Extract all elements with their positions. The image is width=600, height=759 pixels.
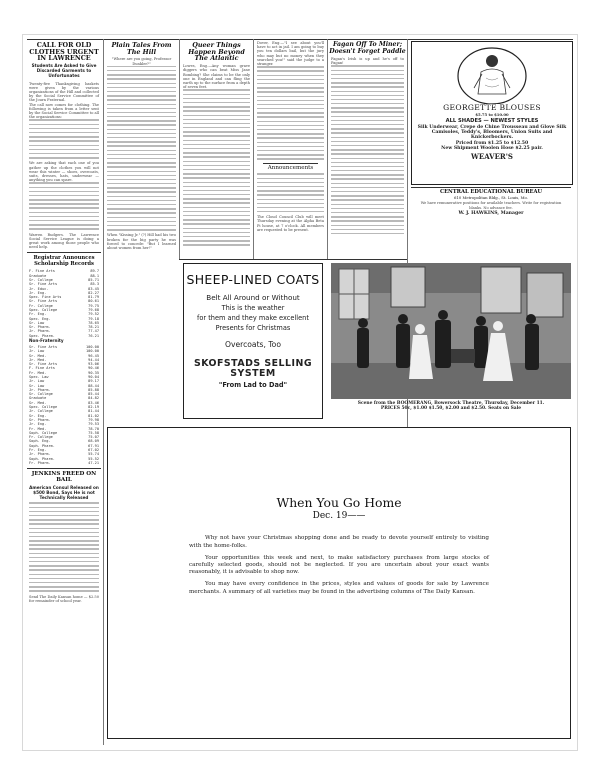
clothes-body-lines (29, 119, 99, 158)
non-fraternity-label: Non-Fraternity (29, 338, 64, 344)
jenkins-headline: JENKINS FREED ON BAIL (31, 471, 97, 484)
georgette-line3: New Shipment Woolen Hose $2.25 pair. (441, 145, 543, 151)
row-value: 89.17 (88, 379, 99, 384)
row-value: 89.7 (90, 269, 99, 274)
coats-line2: This is the weather (221, 304, 285, 312)
row-value: 78.21 (88, 325, 99, 330)
fagan-body: Fagan's Irish is up and he's off to Pagan! (331, 57, 404, 66)
row-value: 93.06 (88, 362, 99, 367)
plain-tales-ending: When "Kissing Jr." (?) Hill had his two broken for the big party he was forced to concede: "But I learned about women from her!" (107, 233, 177, 250)
queer-things-headline: Queer Things Happen Beyond The Atlantic (188, 41, 245, 63)
row-value: 47.21 (88, 460, 99, 465)
column-4 (255, 41, 326, 257)
divider (27, 252, 101, 253)
clothes-body-lines-2 (29, 182, 99, 229)
row-label: Fr. Eng. (29, 312, 47, 317)
skofstads-brand: SKOFSTADS SELLING SYSTEM (193, 358, 313, 379)
photo-caption-block (331, 401, 571, 411)
newspaper-page (22, 34, 578, 751)
home-date: Dec. 19—— (312, 511, 366, 522)
row-label: Fr. Med. (29, 370, 47, 375)
row-label: Spec. Eng. (29, 316, 51, 321)
row-label: Jr. Pharm. (29, 452, 51, 457)
coats-line3: for them and they make excellent (197, 314, 309, 322)
row-label: Sr. Fine Arts (29, 282, 58, 287)
coats-line5: Overcoats, Too (225, 340, 281, 349)
registrar-headline: Registrar Announces Scholarship Records (33, 255, 95, 267)
row-value: 75.58 (88, 430, 99, 435)
clothes-body-mid: We are asking that each one of you gather up the clothes you will not wear this winter — shoes, overcoats, suits, dresses, hats, underwear — anything you can spare. (29, 161, 99, 183)
row-value: 55.74 (88, 452, 99, 457)
stage-scene-illustration (331, 263, 571, 399)
row-label: Sr. Law (29, 383, 45, 388)
row-value: 79.53 (88, 422, 99, 427)
column-rule (179, 39, 180, 259)
bureau-body: We have remunerative positions for available teachers. Write for registration blanks. No advance fee. (420, 201, 562, 210)
georgette-ad (411, 41, 573, 185)
plain-tales-headline: Plain Tales From The Hill (111, 41, 172, 56)
row-value: 88.1 (90, 273, 99, 278)
row-value: 85.3 (90, 282, 99, 287)
row-label: F. Fine Arts (29, 269, 55, 274)
row-value: 79.52 (88, 312, 99, 317)
row-label: Fr. College (29, 303, 53, 308)
column-5 (329, 41, 406, 257)
row-value: 78.70 (88, 426, 99, 431)
row-label: Sr. Fine Arts (29, 362, 58, 367)
row-label: Spec. College (29, 405, 58, 410)
row-label: Jr. Eng. (29, 422, 47, 427)
jenkins-body-lines (29, 502, 99, 591)
home-p1: Why not have your Christmas shopping done and be ready to devote yourself entirely to visiting with the home-folks. (189, 535, 489, 549)
row-label: Jr. Law (29, 379, 45, 384)
row-value: 82.27 (88, 290, 99, 295)
clothes-body-start: Twenty-five Thanksgiving baskets were given by the various organizations of the Hill and collected by the Social Service Committee of the Journ Fraternal. (29, 81, 99, 103)
divider (411, 187, 571, 188)
boomerang-stage-photo (331, 263, 571, 399)
row-label: Sr. Fine Arts (29, 299, 58, 304)
row-label: Sr. Med. (29, 400, 47, 405)
bureau-ad (411, 187, 571, 249)
row-value: 67.02 (88, 448, 99, 453)
clothes-quote: The call now comes for clothing. The following is taken from a letter sent by the Social Service Committee to all the organizations: (29, 102, 99, 120)
row-label: Spec. Law (29, 374, 49, 379)
home-headline: When You Go Home (276, 495, 402, 510)
georgette-store: WEAVER'S (471, 151, 513, 161)
row-value: 81.79 (88, 295, 99, 300)
row-value: 78.65 (88, 320, 99, 325)
photo-prices: PRICES 50c, $1.00 $1.50, $2.00 and $2.50. Seats on Sale (380, 406, 522, 411)
row-label: Jr. College (29, 409, 53, 414)
row-value: 84.82 (88, 396, 99, 401)
row-value: 67.91 (88, 443, 99, 448)
row-label: Sr. Med. (29, 353, 47, 358)
georgette-price: $5.75 to $10.00 (475, 111, 509, 117)
row-value: 96.45 (88, 353, 99, 358)
fagan-headline: Fagan Off To Miner; Doesn't Forget Paddle (329, 41, 406, 55)
row-value: 79.18 (88, 316, 99, 321)
announcements-lines (257, 173, 324, 212)
queer-things-body: Lowes, Eng.—Any woman grave diggers who can beat Miss Jane Bombing? She claims to be the only one in England and can fling the earth up to the surface from a depth of seven feet. (183, 64, 250, 90)
row-label: Jr. Law (29, 349, 45, 354)
row-value: 85.44 (88, 392, 99, 397)
row-label: Sr. College (29, 277, 53, 282)
sheep-coats-ad (183, 263, 323, 419)
kansan-notice: Send The Daily Kansan home — $2.50 for remainder of school year. (29, 594, 99, 603)
clothes-ending: Warren Rudgers. The Lawrence Social Service League is doing a great work among those people who need help. (29, 232, 99, 250)
row-label: Spec. Fine Arts (29, 295, 62, 300)
scholarship-table-fraternity (27, 269, 101, 338)
row-value: 83.45 (88, 286, 99, 291)
queer-things-lines (183, 89, 250, 245)
row-label: Sr. Pharm. (29, 417, 51, 422)
row-label: Soph. Eng. (29, 439, 51, 444)
column-3 (181, 41, 252, 257)
jenkins-subhead: American Consul Released on $500 Bond, Says He is not Technically Released (29, 484, 99, 500)
row-label: Jr. Pharm. (29, 387, 51, 392)
blouse-figure-illustration (412, 42, 572, 104)
home-p2: Your opportunities this week and next, to make satisfactory purchases from large stocks of carefully selected goods, should not be neglected. If you are uncertain about your exact wants reasonably, it is advisable to shop now. (189, 554, 489, 576)
row-label: Graduate (29, 396, 47, 401)
georgette-tagline: ALL SHADES — NEWEST STYLES (445, 117, 539, 124)
row-value: 76.21 (88, 333, 99, 338)
column-rule (327, 39, 328, 259)
row-label: Sr. Law (29, 320, 45, 325)
row-value: 68.09 (88, 439, 99, 444)
row-value: 85.71 (88, 277, 99, 282)
coats-line1: Belt All Around or Without (206, 293, 300, 302)
divider (263, 163, 318, 164)
dover-lines (257, 66, 324, 160)
georgette-line1: Silk Underwear, Crepe de Chine Trousseau and Glove Silk Camisoles, Teddy's, Bloomers, Union Suits and Knickerbockers. (417, 124, 567, 141)
dover-body: Dover, Eng.—"I see about you'll have to act in jail. I am going to buy you ten dollars bail, but the jury who may but no money when they searched you!" said the judge to a stranger. (257, 41, 324, 67)
row-value: 83.46 (88, 400, 99, 405)
bureau-address: 610 Metropolitan Bldg., St. Louis, Mo. (454, 195, 528, 201)
divider (27, 468, 101, 469)
section-rule (179, 259, 407, 260)
plain-tales-subhead: "Where are you going, Professor Dunkler?" (111, 57, 172, 66)
row-value: 75.07 (88, 435, 99, 440)
row-label: Soph. College (29, 430, 58, 435)
row-label: Jr. Med. (29, 357, 47, 362)
row-value: 55.52 (88, 456, 99, 461)
georgette-line2: Priced from $1.25 to $12.50 (455, 140, 529, 146)
announcements-headline: Announcements (267, 164, 314, 171)
row-label: Jr. Pharm. (29, 329, 51, 334)
row-value: 80.61 (88, 299, 99, 304)
row-value: 88.44 (88, 383, 99, 388)
row-value: 81.02 (88, 413, 99, 418)
row-value: 100.00 (86, 344, 99, 349)
coats-tagline: "From Lad to Dad" (218, 381, 288, 389)
row-label: Soph. Pharm. (29, 443, 55, 448)
row-value: 90.04 (88, 374, 99, 379)
row-label: Spec. Pharm. (29, 333, 55, 338)
photo-caption: Scene from the BOOMERANG, Bowersock Theatre, Thursday, December 11. (357, 401, 545, 406)
coats-headline: SHEEP-LINED COATS (186, 272, 320, 287)
row-label: Soph. Pharm. (29, 456, 55, 461)
home-p3: You may have every confidence in the prices, styles and values of goods for sale by Lawrence merchants. A summary of all varieties may be found in the advertising columns of The Daily Kansan. (189, 581, 489, 595)
row-label: Fr. College (29, 435, 53, 440)
row-label: Jr. Eng. (29, 290, 47, 295)
top-rule (27, 39, 573, 40)
column-rule (103, 39, 104, 745)
row-label: Fr. Eng. (29, 448, 47, 453)
row-label: Spec. College (29, 308, 58, 312)
row-label: Sr. Fine Arts (29, 344, 58, 349)
row-value: 90.35 (88, 370, 99, 375)
row-label: Sr. College (29, 392, 53, 397)
fagan-lines (331, 65, 404, 234)
scholarship-table-non-fraternity (27, 345, 101, 465)
row-value: 94.44 (88, 357, 99, 362)
table-row (27, 461, 101, 465)
row-label: Sr. Pharm. (29, 325, 51, 330)
column-1 (27, 41, 101, 741)
column-2 (105, 41, 178, 257)
row-value: 77.47 (88, 329, 99, 334)
row-label: Sr. Eng. (29, 413, 47, 418)
clothes-subhead: Students Are Asked to Give Discarded Garments to Unfortunates (31, 63, 97, 78)
georgette-headline: GEORGETTE BLOUSES (443, 103, 541, 112)
row-label: F. Fine Arts (29, 366, 55, 371)
row-label: Jr. Educ. (29, 286, 49, 291)
when-you-go-home-ad (107, 427, 571, 739)
plain-tales-lines (107, 66, 176, 231)
announcements-ending: The Cloud Council Club will meet Thursday evening at the Alpha Beta Pi house, at 7 o'clock. All members are requested to be present. (257, 215, 324, 232)
row-label: Graduate (29, 273, 47, 278)
row-value: 82.19 (88, 405, 99, 410)
bureau-headline: CENTRAL EDUCATIONAL BUREAU (439, 189, 543, 195)
row-label: Fr. Pharm. (29, 460, 51, 465)
row-value: 79.98 (88, 417, 99, 422)
row-label: Fr. Med. (29, 426, 47, 431)
bureau-manager: W. J. HAWKINS, Manager (458, 211, 524, 217)
coats-line4: Presents for Christmas (215, 324, 291, 332)
row-value: 79.68 (88, 308, 99, 312)
row-value: 85.88 (88, 387, 99, 392)
row-value: 81.44 (88, 409, 99, 414)
clothes-headline: CALL FOR OLD CLOTHES URGENT IN LAWRENCE (29, 41, 99, 63)
row-value: 90.46 (88, 366, 99, 371)
column-rule (253, 39, 254, 259)
row-value: 79.75 (88, 303, 99, 308)
row-value: 100.00 (86, 349, 99, 354)
